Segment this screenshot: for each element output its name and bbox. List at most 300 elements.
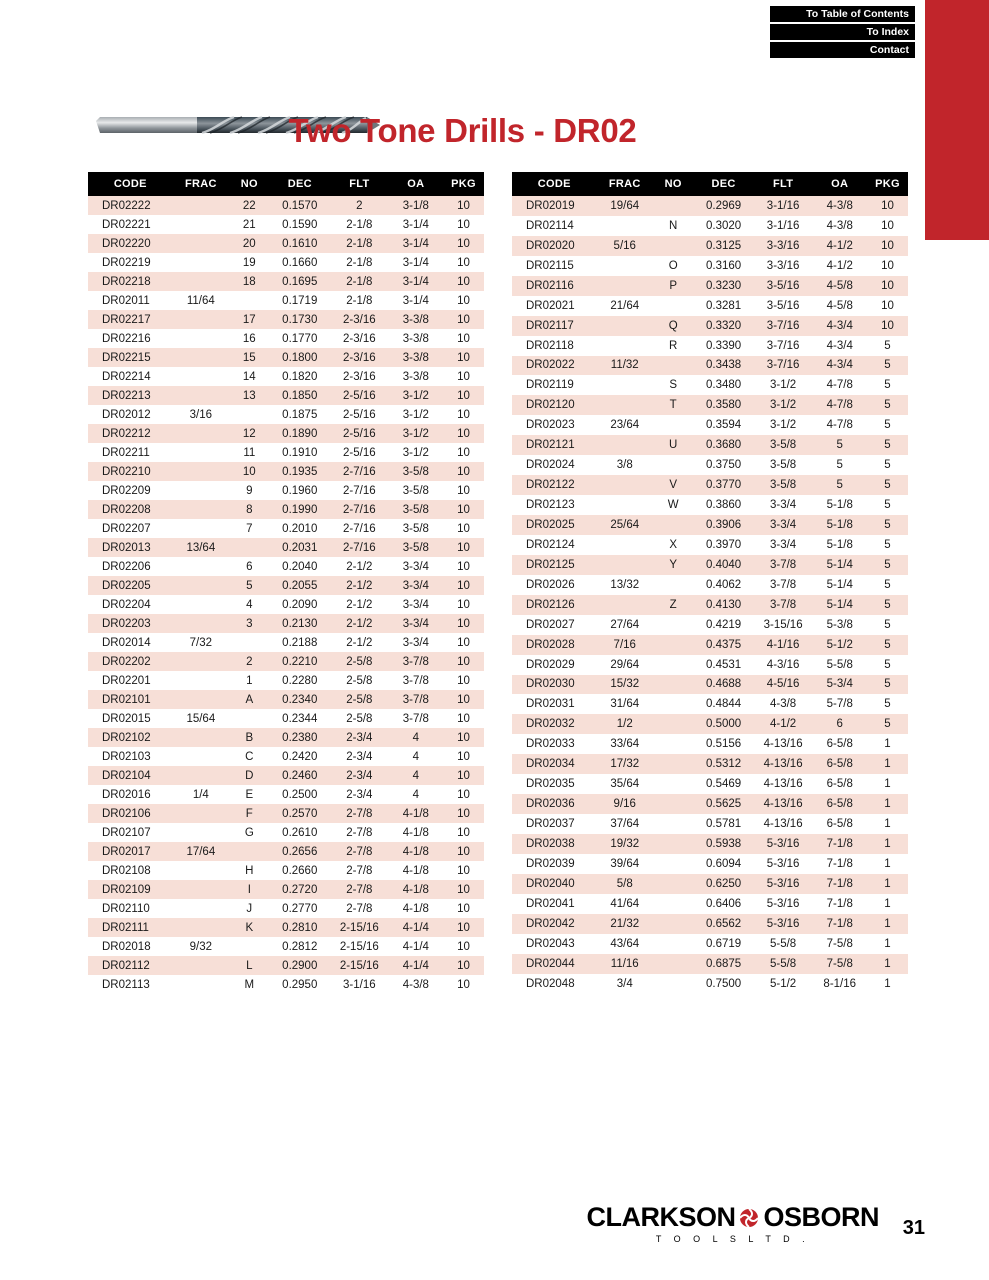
cell-dec: 0.2812 (282, 940, 318, 953)
cell-code: DR02018 (102, 940, 151, 953)
cell-flt: 4-13/16 (763, 738, 803, 751)
cell-frac (173, 880, 229, 899)
table-row (88, 823, 484, 842)
cell-no: A (229, 690, 270, 709)
cell-frac: 35/64 (610, 778, 640, 791)
cell-oa: 4 (412, 788, 420, 801)
cell-no: B (229, 728, 270, 747)
cell-frac: 21/64 (610, 299, 640, 312)
nav-index-button[interactable]: To Index (770, 24, 915, 40)
cell-pkg: 1 (884, 977, 891, 990)
cell-flt: 2-15/16 (339, 940, 379, 953)
cell-frac (173, 975, 229, 994)
cell-pkg: 10 (457, 522, 470, 535)
cell-flt: 3-3/16 (766, 259, 800, 272)
cell-flt: 3-7/16 (754, 356, 813, 376)
cell-frac (597, 535, 653, 555)
cell-dec: 0.2656 (270, 842, 330, 861)
cell-dec: 0.4219 (705, 618, 742, 631)
table-row (88, 405, 484, 424)
cell-code: DR02214 (102, 370, 151, 383)
table-header-row (88, 172, 484, 196)
cell-frac (173, 557, 229, 576)
cell-oa: 4-7/8 (826, 419, 853, 432)
cell-pkg: 10 (867, 196, 908, 216)
cell-no (653, 974, 693, 994)
cell-code: DR02026 (526, 578, 575, 591)
cell-no (653, 854, 693, 874)
cell-dec: 0.5156 (705, 738, 742, 751)
cell-dec: 0.2010 (282, 522, 318, 535)
cell-code: DR02206 (102, 560, 151, 573)
cell-frac: 9/16 (597, 794, 653, 814)
table-row (512, 575, 908, 595)
cell-no: J (246, 902, 253, 915)
cell-flt: 2-5/16 (330, 386, 389, 405)
table-row (88, 462, 484, 481)
table-row (88, 766, 484, 785)
cell-code: DR02015 (102, 712, 151, 725)
cell-dec: 0.1610 (270, 234, 330, 253)
cell-no: S (669, 379, 677, 392)
cell-pkg: 1 (884, 937, 891, 950)
cell-code: DR02034 (512, 754, 597, 774)
cell-code: DR02114 (526, 219, 574, 232)
cell-code: DR02106 (88, 804, 173, 823)
cell-frac: 13/32 (610, 578, 640, 591)
cell-frac (173, 614, 229, 633)
cell-flt: 2-1/2 (330, 576, 389, 595)
cell-flt: 2-1/8 (346, 256, 373, 269)
cell-code: DR02024 (526, 459, 575, 472)
cell-dec: 0.2570 (270, 804, 330, 823)
cell-frac (173, 766, 229, 785)
col-header-no: NO (229, 172, 270, 196)
cell-no (229, 291, 270, 310)
logo-text-left: CLARKSON (586, 1202, 736, 1232)
table-row (512, 375, 908, 395)
cell-no: M (244, 978, 255, 991)
table-row (512, 595, 908, 615)
cell-frac (173, 728, 229, 747)
cell-code: DR02221 (102, 218, 151, 231)
cell-pkg: 5 (867, 675, 908, 695)
cell-oa: 4-5/8 (812, 276, 867, 296)
cell-flt: 4-13/16 (763, 778, 803, 791)
cell-oa: 3-1/4 (402, 218, 429, 231)
page-number: 31 (902, 1217, 925, 1239)
cell-dec: 0.4062 (705, 578, 742, 591)
col-header-frac: FRAC (597, 172, 653, 196)
cell-dec: 0.2130 (270, 614, 330, 633)
cell-no: Y (653, 555, 693, 575)
cell-dec: 0.1590 (282, 218, 318, 231)
cell-oa: 5-1/8 (826, 538, 853, 551)
table-row (512, 515, 908, 535)
cell-frac: 19/32 (597, 834, 653, 854)
cell-frac (173, 443, 229, 462)
col-header-flt: FLT (330, 172, 389, 196)
cell-no: 1 (246, 674, 253, 687)
cell-frac (597, 435, 653, 455)
table-row (88, 234, 484, 253)
cell-code: DR02020 (512, 236, 597, 256)
cell-frac (173, 310, 229, 329)
cell-dec: 0.2344 (282, 712, 318, 725)
cell-frac (173, 424, 229, 443)
nav-toc-button[interactable]: To Table of Contents (770, 6, 915, 22)
cell-no: 11 (243, 446, 256, 459)
table-row (88, 500, 484, 519)
cell-pkg: 10 (443, 234, 484, 253)
cell-dec: 0.1990 (270, 500, 330, 519)
cell-oa: 3-1/2 (402, 408, 429, 421)
cell-flt: 2-3/16 (330, 310, 389, 329)
cell-flt: 3-15/16 (763, 618, 803, 631)
col-header-pkg: PKG (443, 172, 484, 196)
cell-flt: 3-5/8 (754, 435, 813, 455)
cell-dec: 0.3594 (705, 419, 742, 432)
cell-oa: 6-5/8 (826, 818, 853, 831)
cell-dec: 0.6250 (693, 874, 753, 894)
cell-no (653, 894, 693, 914)
cell-oa: 3-5/8 (389, 500, 443, 519)
cell-no: 12 (229, 424, 270, 443)
cell-code: DR02123 (526, 499, 575, 512)
table-row (88, 348, 484, 367)
cell-code: DR02028 (512, 635, 597, 655)
cell-frac (597, 276, 653, 296)
cell-pkg: 10 (443, 804, 484, 823)
cell-oa: 5-7/8 (826, 698, 853, 711)
cell-flt: 2-3/16 (343, 370, 376, 383)
cell-dec: 0.1935 (270, 462, 330, 481)
cell-flt: 3-1/2 (769, 419, 797, 432)
cell-pkg: 10 (443, 918, 484, 937)
cell-dec: 0.1695 (270, 272, 330, 291)
cell-code: DR02124 (526, 538, 575, 551)
cell-pkg: 10 (457, 598, 470, 611)
cell-oa: 3-3/4 (389, 576, 443, 595)
table-row (512, 854, 908, 874)
nav-contact-button[interactable]: Contact (770, 42, 915, 58)
cell-pkg: 10 (443, 196, 484, 215)
cell-flt: 2-5/8 (330, 690, 389, 709)
col-header-oa: OA (389, 172, 443, 196)
cell-dec: 0.6875 (693, 954, 753, 974)
cell-flt: 3-7/8 (754, 595, 813, 615)
cell-flt: 2-3/16 (330, 348, 389, 367)
table-row (88, 709, 484, 728)
table-row (512, 814, 908, 834)
cell-oa: 6 (812, 714, 867, 734)
nav-button-group (770, 6, 915, 60)
cell-oa: 5-3/8 (826, 618, 853, 631)
cell-oa: 7-1/8 (812, 914, 867, 934)
table-row (88, 956, 484, 975)
cell-pkg: 10 (457, 408, 470, 421)
cell-pkg: 10 (881, 299, 894, 312)
cell-no: D (229, 766, 270, 785)
table-row (88, 329, 484, 348)
cell-dec: 0.3580 (693, 395, 753, 415)
cell-oa: 6-5/8 (826, 778, 853, 791)
cell-oa: 3-5/8 (389, 462, 443, 481)
cell-code: DR02025 (512, 515, 597, 535)
table-row (512, 395, 908, 415)
cell-pkg: 5 (884, 459, 891, 472)
cell-frac (597, 336, 653, 356)
cell-code: DR02220 (88, 234, 173, 253)
cell-code: DR02203 (88, 614, 173, 633)
table-row (512, 714, 908, 734)
table-row (512, 655, 908, 675)
cell-oa: 3-3/8 (389, 348, 443, 367)
company-logo (586, 1202, 879, 1244)
cell-frac: 17/32 (597, 754, 653, 774)
cell-oa: 4-1/4 (402, 940, 429, 953)
cell-frac: 29/64 (610, 658, 640, 671)
cell-pkg: 5 (867, 356, 908, 376)
table-header-row (512, 172, 908, 196)
cell-oa: 4-1/8 (402, 902, 429, 915)
cell-frac: 43/64 (610, 937, 640, 950)
cell-frac (597, 216, 653, 236)
cell-frac: 5/8 (597, 874, 653, 894)
cell-oa: 4-1/8 (402, 864, 429, 877)
table-row (512, 734, 908, 754)
cell-frac (597, 375, 653, 395)
cell-pkg: 5 (884, 419, 891, 432)
cell-dec: 0.1730 (270, 310, 330, 329)
cell-code: DR02035 (526, 778, 575, 791)
cell-frac (173, 576, 229, 595)
cell-flt: 3-1/2 (769, 379, 797, 392)
table-row (512, 435, 908, 455)
cell-no (229, 937, 270, 956)
cell-oa: 4 (389, 766, 443, 785)
cell-code: DR02125 (512, 555, 597, 575)
cell-dec: 0.3320 (693, 316, 753, 336)
cell-pkg: 1 (867, 794, 908, 814)
table-row (512, 694, 908, 714)
cell-no: 17 (229, 310, 270, 329)
cell-frac (173, 899, 229, 918)
cell-dec: 0.2380 (270, 728, 330, 747)
table-row (88, 310, 484, 329)
cell-oa: 5-1/8 (826, 499, 853, 512)
cell-oa: 3-1/2 (389, 424, 443, 443)
cell-no (653, 934, 693, 954)
cell-flt: 2-7/8 (346, 826, 373, 839)
cell-code: DR02027 (526, 618, 575, 631)
cell-flt: 2-7/16 (330, 462, 389, 481)
cell-code: DR02212 (88, 424, 173, 443)
cell-dec: 0.4531 (705, 658, 742, 671)
cell-frac (173, 253, 229, 272)
cell-frac (597, 316, 653, 336)
cell-pkg: 5 (884, 658, 891, 671)
cell-oa: 4-1/8 (389, 880, 443, 899)
table-row (88, 443, 484, 462)
table-row (512, 675, 908, 695)
cell-pkg: 10 (457, 636, 470, 649)
col-header-code: CODE (88, 172, 173, 196)
cell-dec: 0.5312 (693, 754, 753, 774)
table-row (512, 615, 908, 635)
cell-oa: 3-3/4 (402, 598, 429, 611)
cell-dec: 0.2040 (282, 560, 318, 573)
cell-oa: 4-5/8 (826, 299, 853, 312)
cell-no (653, 575, 693, 595)
cell-code: DR02119 (526, 379, 574, 392)
cell-pkg: 1 (867, 914, 908, 934)
cell-pkg: 10 (457, 560, 470, 573)
cell-no (653, 415, 693, 435)
cell-flt: 2-1/8 (346, 294, 373, 307)
cell-no: F (229, 804, 270, 823)
cell-pkg: 10 (457, 218, 470, 231)
cell-pkg: 5 (867, 475, 908, 495)
table-row (88, 899, 484, 918)
table-row (88, 804, 484, 823)
cell-dec: 0.6406 (705, 897, 742, 910)
cell-no (653, 954, 693, 974)
cell-code: DR02036 (512, 794, 597, 814)
cell-frac (173, 690, 229, 709)
cell-pkg: 10 (457, 446, 470, 459)
cell-pkg: 5 (884, 618, 891, 631)
cell-flt: 4-13/16 (763, 818, 803, 831)
col-header-dec: DEC (693, 172, 753, 196)
cell-oa: 7-1/8 (826, 897, 853, 910)
cell-dec: 0.6719 (705, 937, 742, 950)
cell-no: K (229, 918, 270, 937)
table-row (512, 356, 908, 376)
cell-flt: 3-3/16 (754, 236, 813, 256)
cell-oa: 3-5/8 (402, 484, 429, 497)
cell-oa: 4-3/4 (812, 316, 867, 336)
table-row (88, 652, 484, 671)
table-body-left (88, 196, 484, 994)
cell-flt: 2-7/8 (330, 842, 389, 861)
cell-oa: 3-1/4 (402, 294, 429, 307)
cell-dec: 0.2188 (282, 636, 318, 649)
cell-no (653, 196, 693, 216)
cell-no (653, 794, 693, 814)
table-row (88, 386, 484, 405)
table-row (512, 415, 908, 435)
cell-flt: 3-1/2 (754, 395, 813, 415)
cell-code: DR02204 (102, 598, 151, 611)
cell-oa: 4-1/2 (826, 259, 853, 272)
cell-frac (173, 519, 229, 538)
table-row (88, 272, 484, 291)
cell-code: DR02031 (526, 698, 575, 711)
cell-oa: 4-7/8 (812, 395, 867, 415)
cell-frac: 19/64 (597, 196, 653, 216)
cell-frac: 7/32 (189, 636, 213, 649)
cell-pkg: 10 (443, 956, 484, 975)
cell-code: DR02033 (526, 738, 575, 751)
cell-no (229, 405, 270, 424)
cell-dec: 0.2031 (270, 538, 330, 557)
table-row (88, 215, 484, 234)
cell-no (653, 675, 693, 695)
cell-pkg: 1 (884, 778, 891, 791)
table-row (512, 276, 908, 296)
cell-frac (597, 595, 653, 615)
table-row (512, 774, 908, 794)
cell-frac: 1/4 (192, 788, 209, 801)
cell-flt: 2-15/16 (330, 918, 389, 937)
cell-dec: 0.2900 (270, 956, 330, 975)
cell-flt: 3-3/4 (769, 499, 797, 512)
cell-code: DR02219 (102, 256, 151, 269)
cell-frac: 1/2 (597, 714, 653, 734)
table-row (512, 934, 908, 954)
table-row (88, 861, 484, 880)
cell-flt: 4-1/16 (754, 635, 813, 655)
cell-code: DR02037 (526, 818, 575, 831)
cell-dec: 0.1960 (282, 484, 318, 497)
cell-oa: 8-1/16 (823, 977, 857, 990)
cell-no: 19 (242, 256, 256, 269)
table-row (512, 974, 908, 994)
cell-frac (173, 234, 229, 253)
cell-frac (173, 500, 229, 519)
cell-flt: 5-3/16 (766, 897, 800, 910)
cell-dec: 0.3770 (693, 475, 753, 495)
cell-flt: 3-1/16 (766, 219, 800, 232)
cell-oa: 7-1/8 (826, 857, 853, 870)
cell-dec: 0.5000 (693, 714, 753, 734)
cell-frac: 31/64 (610, 698, 640, 711)
cell-flt: 2-7/8 (346, 902, 373, 915)
table-row (88, 424, 484, 443)
cell-flt: 2-1/8 (346, 218, 373, 231)
cell-flt: 5-3/16 (766, 857, 800, 870)
cell-no: I (229, 880, 270, 899)
cell-frac (173, 956, 229, 975)
cell-code: DR02126 (512, 595, 597, 615)
cell-pkg: 10 (457, 712, 470, 725)
cell-flt: 4-13/16 (754, 794, 813, 814)
cell-oa: 6-5/8 (812, 754, 867, 774)
table-row (512, 834, 908, 854)
cell-flt: 2 (330, 196, 389, 215)
cell-no (653, 814, 693, 834)
cell-code: DR02201 (102, 674, 151, 687)
table-row (512, 914, 908, 934)
cell-pkg: 10 (443, 766, 484, 785)
cell-frac (173, 386, 229, 405)
cell-flt: 3-7/8 (769, 578, 797, 591)
cell-no (653, 694, 693, 714)
cell-oa: 3-3/4 (389, 614, 443, 633)
cell-no: 15 (229, 348, 270, 367)
cell-code: DR02121 (512, 435, 597, 455)
cell-code: DR02013 (88, 538, 173, 557)
cell-oa: 3-7/8 (402, 674, 429, 687)
cell-frac: 33/64 (610, 738, 640, 751)
cell-code: DR02039 (526, 857, 575, 870)
table-row (88, 690, 484, 709)
table-row (88, 633, 484, 652)
cell-frac (173, 747, 229, 766)
cell-pkg: 5 (867, 714, 908, 734)
col-header-pkg: PKG (867, 172, 908, 196)
